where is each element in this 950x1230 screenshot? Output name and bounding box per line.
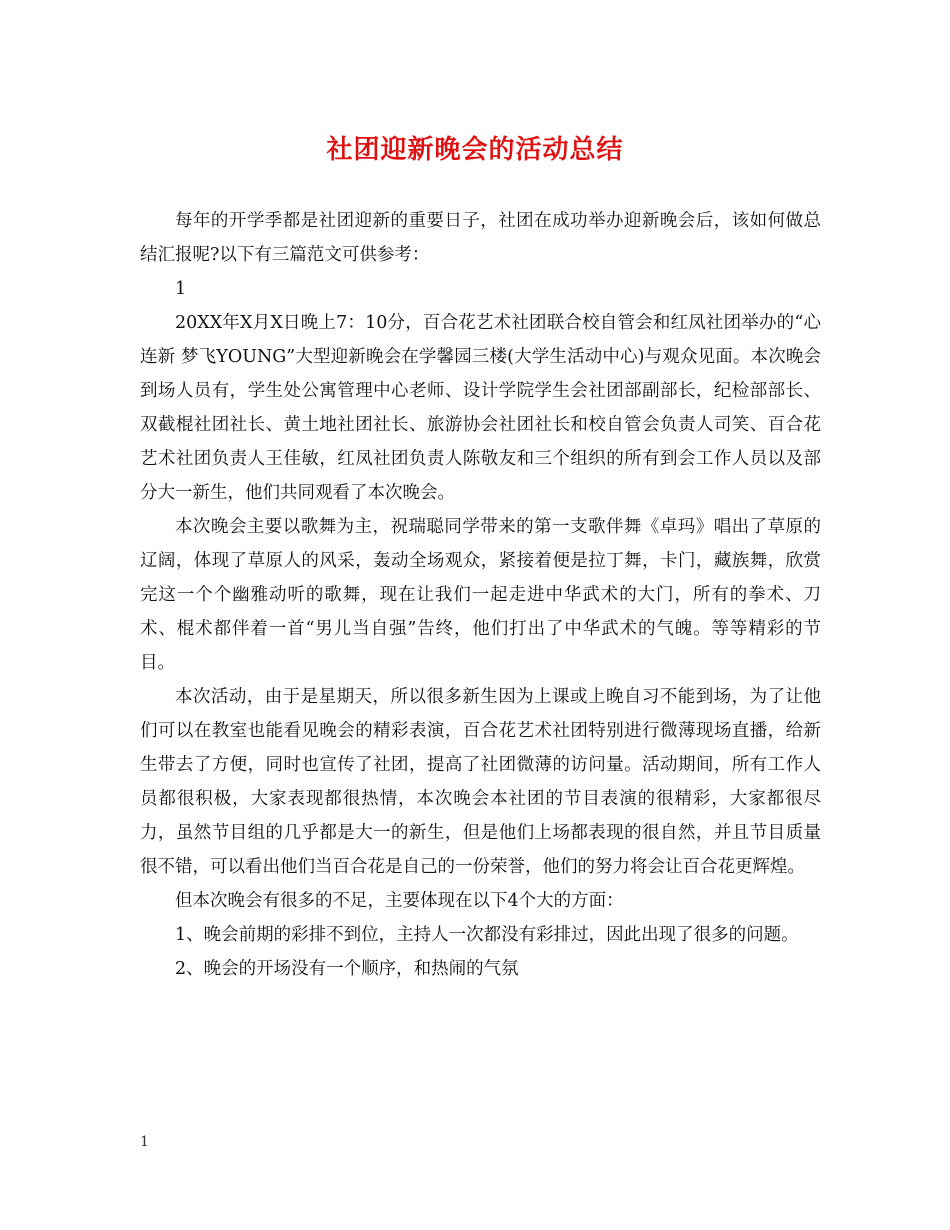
paragraph-activity-details: 本次活动，由于是星期天，所以很多新生因为上课或上晚自习不能到场，为了让他们可以在教室也能看见晚会的精彩表演，百合花艺术社团特别进行微薄现场直播，给新生带去了方便，同时也宣传了社团，提高了社团微薄的访问量。活动期间，所有工作人员都很积极，大家表现都很热情，本次晚会本社团的节目表演的很精彩，大家都很尽力，虽然节目组的几乎都是大一的新生，但是他们上场都表现的很自然，并且节目质量很不错，可以看出他们当百合花是自己的一份荣誉，他们的努力将会让百合花更辉煌。 xyxy=(140,687,821,877)
paragraph-performances: 本次晚会主要以歌舞为主，祝瑞聪同学带来的第一支歌伴舞《卓玛》唱出了草原的辽阔，体现了草原人的风采，轰动全场观众，紧接着便是拉丁舞，卡门，藏族舞，欣赏完这一个个幽雅动听的歌舞，现在让我们一起走进中华武术的大门，所有的拳术、刀术、棍术都伴着一首“男儿当自强”告终，他们打出了中华武术的气魄。等等精彩的节目。 xyxy=(140,517,821,673)
page-number: 1 xyxy=(140,1134,149,1150)
paragraph-shortcomings-intro: 但本次晚会有很多的不足，主要体现在以下4个大的方面： xyxy=(175,891,624,911)
document-body xyxy=(140,204,821,986)
paragraph-event-overview: 20XX年X月X日晚上7：10分，百合花艺术社团联合校自管会和红凤社团举办的“心连新 梦飞YOUNG”大型迎新晚会在学馨园三楼(大学生活动中心)与观众见面。本次晚会到场人员有，学生处公寓管理中心老师、设计学院学生会社团部副部长，纪检部部长、双截棍社团社长、黄土地社团社长、旅游协会社团社长和校自管会负责人司笑、百合花艺术社团负责人王佳敏，红凤社团负责人陈敬友和三个组织的所有到会工作人员以及部分大一新生，他们共同观看了本次晚会。 xyxy=(140,313,821,503)
list-item-shortcoming-2: 2、晚会的开场没有一个顺序，和热闹的气氛 xyxy=(175,959,519,979)
section-number: 1 xyxy=(175,279,187,299)
list-item-shortcoming-1: 1、晚会前期的彩排不到位，主持人一次都没有彩排过，因此出现了很多的问题。 xyxy=(175,925,799,945)
document-title: 社团迎新晚会的活动总结 xyxy=(326,135,624,165)
paragraph-intro: 每年的开学季都是社团迎新的重要日子，社团在成功举办迎新晚会后，该如何做总结汇报呢?以下有三篇范文可供参考： xyxy=(140,211,821,265)
